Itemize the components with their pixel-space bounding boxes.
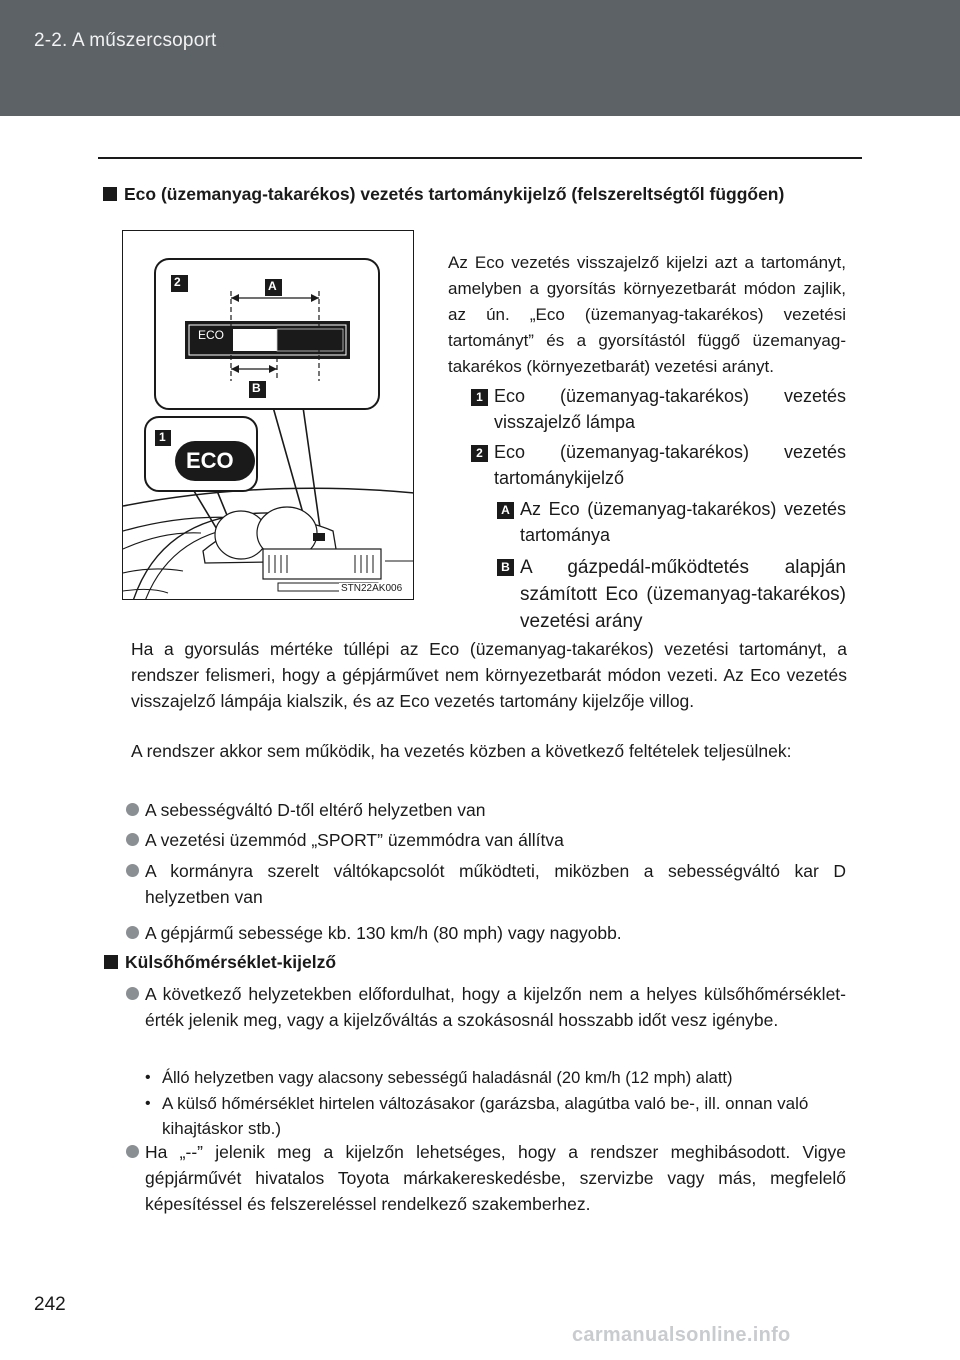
- temp-bullet-1-text: A következő helyzetekben előfordulhat, hogy a kijelzőn nem a helyes külsőhőmérséklet-érték jelenik meg, vagy a kijelzőváltás a szokásosnál hosszabb időt vesz igénybe.: [145, 984, 846, 1030]
- bullet-dot-icon: [126, 1145, 139, 1158]
- callout-1-label: 1: [159, 430, 166, 444]
- legend-item-b: A gázpedál-működtetés alapján számított Eco (üzemanyag-takarékos) vezetési arány: [520, 557, 846, 632]
- label-a: A: [268, 279, 277, 293]
- condition-text-1: A sebességváltó D-től eltérő helyzetben van: [145, 800, 486, 820]
- condition-text-3: A kormányra szerelt váltókapcsolót működteti, miközben a sebességváltó kar D helyzetben van: [145, 861, 846, 907]
- eco-small-label: ECO: [198, 328, 225, 342]
- figure-code: STN22AK006: [341, 583, 403, 594]
- condition-text-4: A gépjármű sebessége kb. 130 km/h (80 mph) vagy nagyobb.: [145, 923, 622, 943]
- paragraph-1: Ha a gyorsulás mértéke túllépi az Eco (üzemanyag-takarékos) vezetési tartományt, a rendszer felismeri, hogy a gépjárművet nem környezetbarát módon vezeti. Az Eco vezetés visszajelző lámpája kialszik, és az Eco vezetés tartomány kijelzője villog.: [131, 639, 847, 711]
- temp-sub-bullet-2-text: A külső hőmérséklet hirtelen változásakor (garázsba, alagútba való be-, ill. onnan való kihajtáskor stb.): [162, 1094, 809, 1138]
- temp-sub-bullet-1: [145, 1066, 845, 1090]
- sub-bullet-dot-icon: •: [145, 1095, 151, 1112]
- section1-heading-text: Eco (üzemanyag-takarékos) vezetés tartománykijelző (felszereltségtől függően): [124, 184, 785, 204]
- temp-sub-bullet-1-text: Álló helyzetben vagy alacsony sebességű haladásnál (20 km/h (12 mph) alatt): [162, 1069, 733, 1087]
- bullet-dot-icon: [126, 803, 139, 816]
- condition-text-2: A vezetési üzemmód „SPORT” üzemmódra van állítva: [145, 830, 564, 850]
- page-number: 242: [34, 1294, 66, 1315]
- intro-text: Az Eco vezetés visszajelző kijelzi azt a tartományt, amelyben a gyorsítás környezetbarát módon zajlik, az ún. „Eco (üzemanyag-takarékos) vezetési tartományt” és a gyorsítástól függő üzemanyag-takarékos (környezetbarát) vezetési arányt.: [448, 253, 846, 376]
- square-bullet-icon: [104, 955, 118, 969]
- temp-sub-bullet-2: [145, 1091, 845, 1141]
- sub-bullet-dot-icon: •: [145, 1069, 151, 1086]
- legend-item-a: Az Eco (üzemanyag-takarékos) vezetés tartománya: [520, 499, 846, 545]
- bullet-dot-icon: [126, 926, 139, 939]
- square-bullet-icon: [103, 187, 117, 201]
- top-rule: [98, 157, 862, 159]
- temp-bullet-2-text: Ha „--” jelenik meg a kijelzőn lehetséges, hogy a rendszer meghibásodott. Vigye gépjárművét hivatalos Toyota márkakereskedésbe, szervizbe vagy más, megfelelő képesítéssel és felszereléssel rendelkező szakemberhez.: [145, 1142, 846, 1214]
- bullet-dot-icon: [126, 833, 139, 846]
- bullet-dot-icon: [126, 987, 139, 1000]
- section2-heading: [104, 951, 336, 973]
- callout-2-label: 2: [174, 275, 181, 289]
- section2-heading-text: Külsőhőmérséklet-kijelző: [125, 952, 337, 972]
- bullet-dot-icon: [126, 864, 139, 877]
- section-title: 2-2. A műszercsoport: [34, 30, 217, 51]
- watermark: carmanualsonline.info: [572, 1324, 791, 1346]
- legend-badge-2: 2: [471, 445, 488, 462]
- header-band: [0, 0, 960, 116]
- legend-badge-a: A: [497, 502, 514, 519]
- eco-lamp-label: ECO: [186, 448, 234, 473]
- section1-heading: [103, 183, 784, 205]
- legend-item-2: Eco (üzemanyag-takarékos) vezetés tartománykijelző: [494, 442, 846, 488]
- legend-badge-1: 1: [471, 389, 488, 406]
- temp-bullet-1: [124, 981, 846, 1033]
- legend-badge-b: B: [497, 559, 514, 576]
- condition-item-3: [124, 858, 846, 910]
- label-b: B: [252, 381, 261, 395]
- condition-item-1: [124, 797, 846, 823]
- condition-item-2: [124, 827, 846, 853]
- legend-item-1: Eco (üzemanyag-takarékos) vezetés visszajelző lámpa: [494, 386, 846, 432]
- temp-bullet-2: [124, 1139, 846, 1217]
- eco-indicator-illustration: [122, 230, 414, 600]
- condition-item-4: [124, 920, 846, 946]
- paragraph-2: A rendszer akkor sem működik, ha vezetés közben a következő feltételek teljesülnek:: [131, 741, 792, 761]
